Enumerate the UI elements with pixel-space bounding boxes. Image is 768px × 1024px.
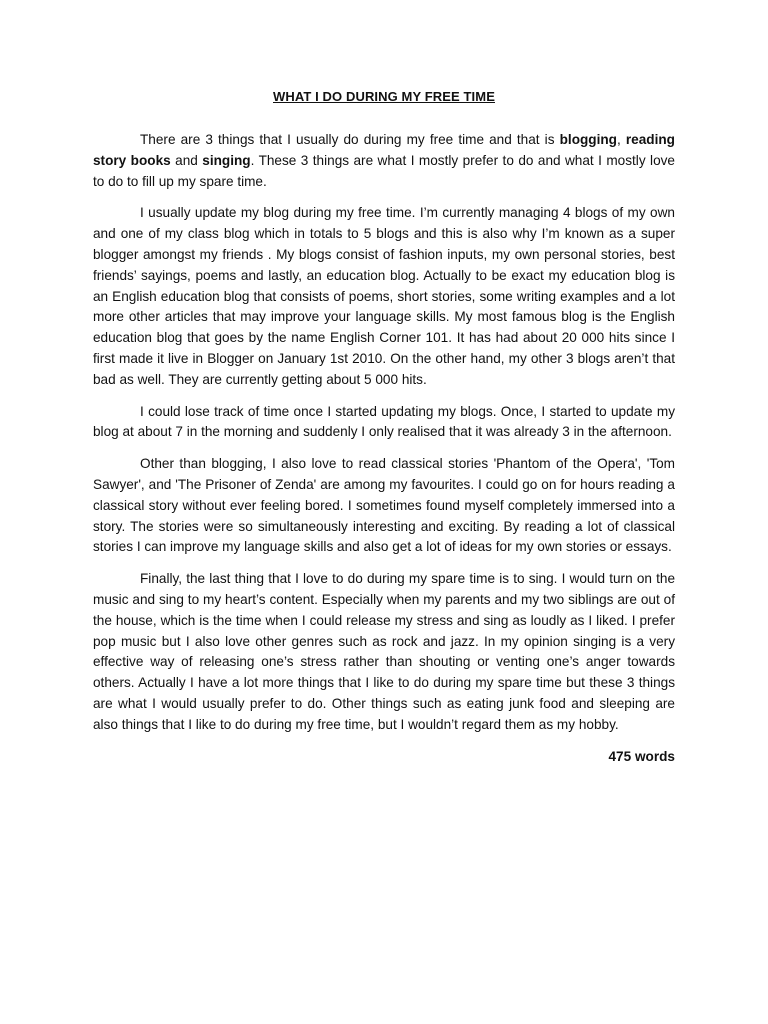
paragraph-reading: Other than blogging, I also love to read classical stories 'Phantom of the Opera', 'Tom Sawyer', and 'The Prisoner of Zenda' are among my favourites. I could go on for hours reading a classical story without ever feeling bored. I sometimes found myself completely immersed into a story. The stories were so simultaneously interesting and exciting. By reading a lot of classical stories I can improve my language skills and also get a lot of ideas for my own stories or essays. — [93, 456, 675, 555]
hobby-reading: reading story books — [93, 132, 675, 168]
hobby-blogging: blogging — [559, 132, 617, 147]
separator-text: , — [617, 132, 626, 147]
hobby-singing: singing — [202, 152, 251, 168]
separator-text: and — [170, 152, 203, 168]
paragraph-lose-track: I could lose track of time once I started updating my blogs. Once, I started to update my blog at about 7 in the morning and suddenly I only realised that it was already 3 in the afternoon. — [93, 403, 675, 440]
paragraph-blogging: I usually update my blog during my free time. I’m currently managing 4 blogs of my own and one of my class blog which in totals to 5 blogs and this is also why I’m known as a super blogger amongst my friends . My blogs consist of fashion inputs, my own personal stories, best friends’ sayings, poems and lastly, an education blog. Actually to be exact my education blog is an English education blog that consists of poems, short stories, some writing examples and a lot more other articles that may improve your language skills. My most famous blog is the English education blog that goes by the name English Corner 101. It has had about 20 000 hits since I first made it live in Blogger on January 1st 2010. On the other hand, my other 3 blogs aren’t that bad as well. They are currently getting about 5 000 hits. — [93, 205, 675, 387]
document-body — [93, 88, 675, 767]
paragraph-singing: Finally, the last thing that I love to do during my spare time is to sing. I would turn on the music and sing to my heart’s content. Especially when my parents and my two siblings are out of the house, which is the time when I could release my stress and sing as loudly as I liked. I prefer pop music but I also love other genres such as rock and jazz. In my opinion singing is a very effective way of releasing one’s stress rather than shouting or venting one’s anger towards others. Actually I have a lot more things that I like to do during my spare time but these 3 things are what I would usually prefer to do. Other things such as eating junk food and sleeping are also things that I like to do during my free time, but I wouldn’t regard them as my hobby. — [93, 571, 675, 732]
outro-text: . These 3 things are what I mostly prefer to do and what I mostly love to do to fill up my spare time. — [93, 152, 675, 189]
intro-text: There are 3 things that I usually do during my free time and that is — [140, 132, 560, 147]
document-title: WHAT I DO DURING MY FREE TIME — [273, 89, 495, 104]
paragraph-intro — [93, 130, 675, 192]
word-count: 475 words — [608, 748, 675, 764]
